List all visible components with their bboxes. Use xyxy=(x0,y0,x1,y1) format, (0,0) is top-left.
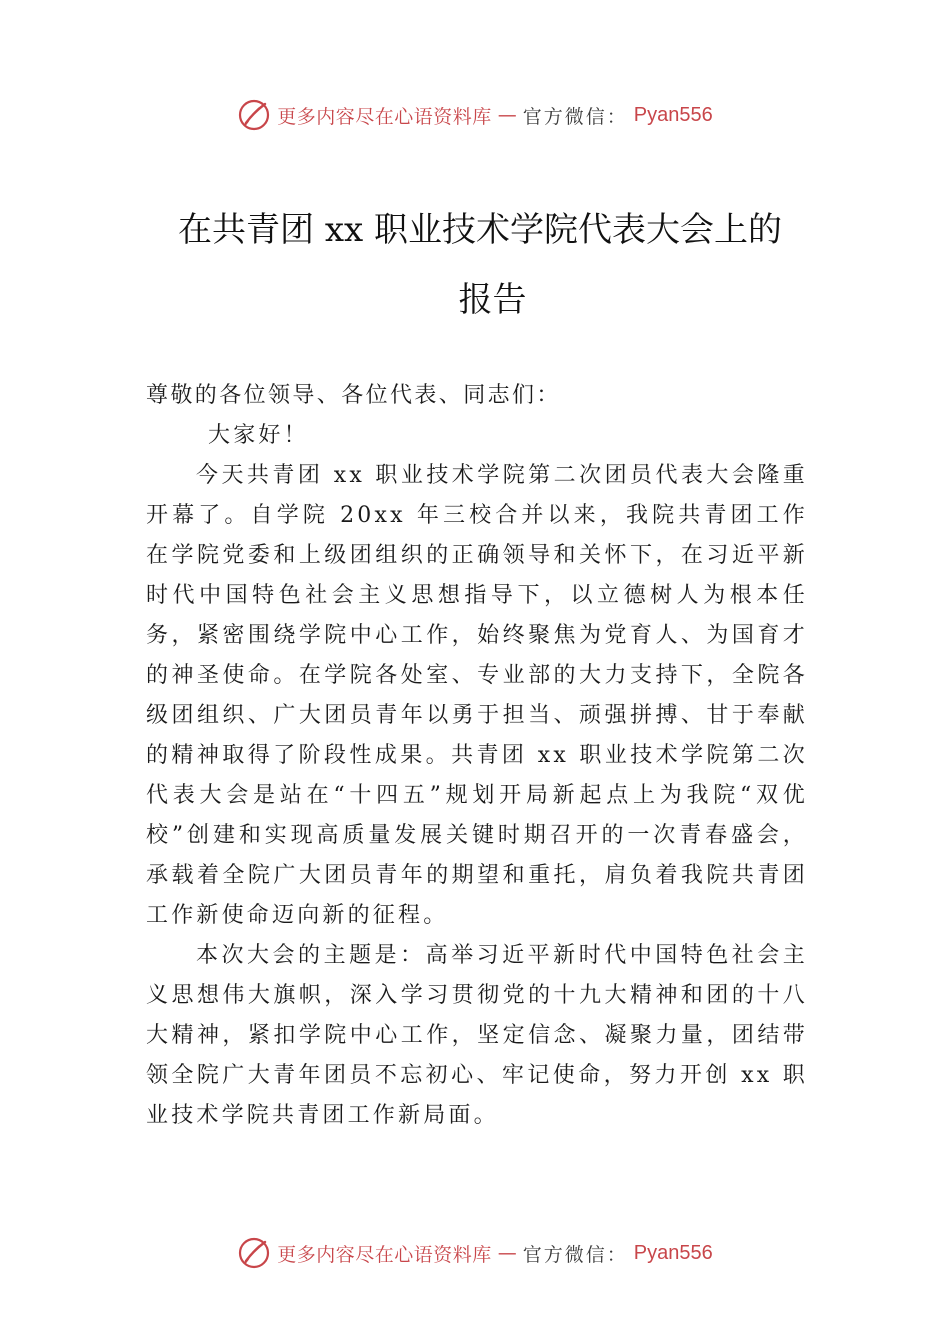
watermark-wechat-id: Pyan556 xyxy=(633,103,713,126)
greeting: 大家好！ xyxy=(208,423,309,448)
watermark-dash: — xyxy=(497,1242,517,1264)
watermark-wechat-label: 官方微信： xyxy=(522,1243,628,1266)
document-title-line1: 在共青团 xx 职业技术学院代表大会上的 xyxy=(178,210,782,250)
quill-pen-logo-icon xyxy=(237,1236,271,1270)
body-paragraph-1: 今天共青团 xx 职业技术学院第二次团员代表大会隆重开幕了。自学院 20xx 年三校合并以来，我院共青团工作在学院党委和上级团组织的正确领导和关怀下，在习近平新时代中国特色社会主义思想指导下，以立德树人为根本任务，紧密围绕学院中心工作，始终聚焦为党育人、为国育才的神圣使命。在学院各处室、专业部的大力支持下，全院各级团组织、广大团员青年以勇于担当、顽强拼搏、甘于奉献的精神取得了阶段性成果。共青团 xx 职业技术学院第二次代表大会是站在“十四五”规划开局新起点上为我院“双优校”创建和实现高质量发展关键时期召开的一次青春盛会，承载着全院广大团员青年的期望和重托，肩负着我院共青团工作新使命迈向新的征程。 xyxy=(146,463,808,928)
watermark-dash: — xyxy=(497,104,517,126)
footer-watermark xyxy=(0,1233,950,1273)
watermark-text: 更多内容尽在心语资料库 xyxy=(277,1243,492,1266)
document-title-line2: 报告 xyxy=(458,280,527,320)
quill-pen-logo-icon xyxy=(237,98,271,132)
salutation: 尊敬的各位领导、各位代表、同志们： xyxy=(146,383,561,408)
watermark-wechat-label: 官方微信： xyxy=(522,105,628,128)
document-body xyxy=(146,376,808,1136)
watermark-text: 更多内容尽在心语资料库 xyxy=(277,105,492,128)
body-paragraph-2: 本次大会的主题是：高举习近平新时代中国特色社会主义思想伟大旗帜，深入学习贯彻党的十九大精神和团的十八大精神，紧扣学院中心工作，坚定信念、凝聚力量，团结带领全院广大青年团员不忘初心、牢记使命，努力开创 xx 职业技术学院共青团工作新局面。 xyxy=(146,943,808,1128)
watermark-wechat-id: Pyan556 xyxy=(633,1241,713,1264)
header-watermark xyxy=(0,95,950,135)
